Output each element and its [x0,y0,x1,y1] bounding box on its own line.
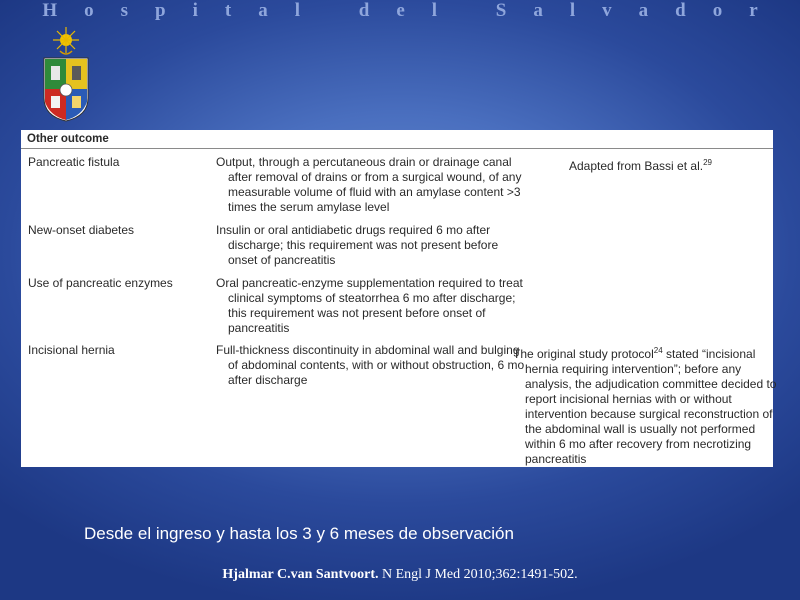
slide-caption: Desde el ingreso y hasta los 3 y 6 meses de observación [84,524,514,543]
outcome-definitions-table [21,130,777,467]
section-header: Other outcome [27,133,109,145]
outcome-definition: Insulin or oral antidiabetic drugs required 6 mo after discharge; this requirement was not present before onset of pancreatitis [216,223,499,267]
shield-icon [44,58,88,121]
hospital-title: Hospital del Salvador [42,0,785,21]
outcome-definition: Full-thickness discontinuity in abdominal wall and bulging of abdominal contents, with or without obstruction, 6 mo after discharge [216,343,525,387]
outcome-name: New-onset diabetes [28,223,135,237]
outcome-definition: Output, through a percutaneous drain or drainage canal after removal of drains or from a surgical wound, of any measurable volume of fluid with an amylase content >3 times the serum amylase level [216,155,522,214]
outcome-name: Pancreatic fistula [28,155,120,169]
citation [0,567,800,583]
outcome-definition: Oral pancreatic-enzyme supplementation required to treat clinical symptoms of steatorrhea 6 mo after discharge; this requirement was not present before onset of pancreatitis [216,276,523,335]
outcome-name: Use of pancreatic enzymes [28,276,173,290]
star-icon [53,27,79,54]
outcome-source: Adapted from Bassi et al.$^{29}$ [569,158,712,173]
citation-author: Hjalmar C.van Santvoort. [222,567,379,582]
outcome-name: Incisional hernia [28,343,115,357]
section-divider [21,148,773,149]
university-crest-icon [38,24,94,124]
outcome-source: The original study protocol$^{24}$ stated “incisional hernia requiring intervention”; before any analysis, the adjudication committee decided to report incisional hernias with or without intervention because surgical reconstruction of the abdominal wall is usually not performed within 6 mo after recovery from necrotizing pancreatitis [513,346,777,466]
citation-journal: N Engl J Med 2010;362:1491-502. [378,567,578,582]
